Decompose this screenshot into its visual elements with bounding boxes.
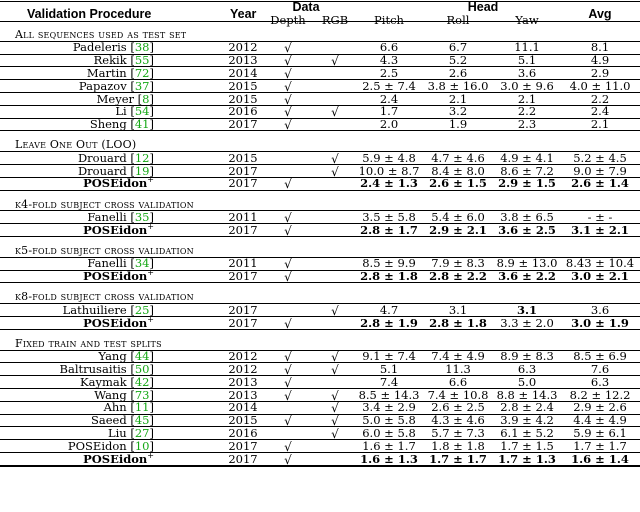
header-data-group: Data — [292, 0, 320, 14]
yaw-value: 6.3 — [517, 361, 537, 376]
pitch-value: 2.8 ± 1.7 — [360, 222, 418, 237]
section-title: k8-fold subject cross validation — [15, 290, 194, 304]
pitch-value: 9.1 ± 7.4 — [362, 349, 416, 364]
table-rule — [0, 190, 640, 191]
avg-value: - ± - — [587, 209, 613, 224]
rgb-check-icon: √ — [331, 164, 339, 179]
method-label: POSEidon — [83, 176, 148, 191]
year-cell: 2012 — [228, 40, 258, 55]
yaw-value: 3.3 ± 2.0 — [500, 315, 554, 330]
citation-link[interactable]: [42] — [126, 374, 154, 389]
method-label: Ahn — [103, 400, 127, 415]
year-cell: 2011 — [228, 256, 258, 271]
method-label: Yang — [98, 349, 127, 364]
year-cell: 2017 — [228, 269, 258, 284]
citation-link[interactable]: [35] — [126, 209, 154, 224]
depth-check-icon: √ — [284, 270, 292, 285]
rgb-check-icon: √ — [331, 362, 339, 377]
year-cell: 2012 — [228, 361, 258, 376]
depth-check-icon: √ — [284, 92, 292, 107]
citation-link[interactable]: [73] — [126, 387, 154, 402]
avg-value: 1.7 ± 1.7 — [573, 438, 627, 453]
method-label: Drouard — [77, 150, 127, 165]
method-label: Fanelli — [87, 209, 127, 224]
yaw-value: 2.1 — [517, 91, 537, 106]
yaw-value: 2.8 ± 2.4 — [500, 400, 554, 415]
yaw-value: 4.9 ± 4.1 — [500, 150, 554, 165]
yaw-value: 2.9 ± 1.5 — [498, 176, 556, 191]
method-label: Saeed — [90, 413, 127, 428]
year-cell: 2017 — [228, 163, 258, 178]
header-roll: Roll — [446, 13, 470, 27]
depth-check-icon: √ — [284, 316, 292, 331]
pitch-value: 3.5 ± 5.8 — [362, 209, 416, 224]
avg-value: 4.4 ± 4.9 — [573, 413, 627, 428]
roll-value: 1.8 ± 1.8 — [431, 438, 485, 453]
depth-check-icon: √ — [284, 66, 292, 81]
header-pitch: Pitch — [374, 13, 404, 27]
roll-value: 5.2 — [448, 53, 468, 68]
depth-check-icon: √ — [284, 210, 292, 225]
section-title: Fixed train and test splits — [15, 336, 162, 350]
roll-value: 11.3 — [445, 361, 471, 376]
avg-value: 8.2 ± 12.2 — [569, 387, 631, 402]
citation-link[interactable]: [72] — [126, 65, 154, 80]
header-head-group: Head — [467, 0, 499, 14]
roll-value: 3.1 — [448, 302, 468, 317]
depth-check-icon: √ — [284, 257, 292, 272]
year-cell: 2015 — [228, 78, 258, 93]
depth-check-icon: √ — [284, 41, 292, 56]
citation-link[interactable]: [8] — [134, 91, 154, 106]
table-rule — [0, 466, 640, 467]
avg-value: 3.0 ± 1.9 — [571, 315, 629, 330]
section-title: k4-fold subject cross validation — [15, 197, 194, 211]
depth-check-icon: √ — [284, 414, 292, 429]
roll-value: 6.6 — [448, 374, 468, 389]
pitch-value: 10.0 ± 8.7 — [358, 163, 420, 178]
depth-check-icon: √ — [284, 350, 292, 365]
rgb-check-icon: √ — [331, 426, 339, 441]
year-cell: 2017 — [228, 222, 258, 237]
citation-link[interactable]: [11] — [126, 400, 154, 415]
rgb-check-icon: √ — [331, 54, 339, 69]
roll-value: 2.6 ± 1.5 — [429, 176, 487, 191]
table-rule — [0, 21, 640, 22]
method-name — [83, 177, 154, 190]
header-yaw: Yaw — [515, 13, 539, 27]
superscript-plus: + — [147, 221, 154, 231]
yaw-value: 1.7 ± 1.3 — [498, 451, 556, 466]
roll-value: 6.7 — [448, 40, 468, 55]
yaw-value: 8.8 ± 14.3 — [496, 387, 558, 402]
pitch-value: 8.5 ± 14.3 — [358, 387, 420, 402]
rgb-check-icon: √ — [331, 105, 339, 120]
superscript-plus: + — [147, 450, 154, 460]
year-cell: 2015 — [228, 413, 258, 428]
method-name — [83, 270, 154, 283]
avg-value: 1.6 ± 1.4 — [571, 451, 629, 466]
citation-link[interactable]: [54] — [126, 104, 154, 119]
citation-link[interactable]: [41] — [126, 117, 154, 132]
avg-value: 5.2 ± 4.5 — [573, 150, 627, 165]
yaw-value: 3.6 — [517, 65, 537, 80]
year-cell: 2014 — [228, 400, 258, 415]
year-cell: 2012 — [228, 349, 258, 364]
pitch-value: 2.0 — [379, 117, 399, 132]
avg-value: 2.9 — [590, 65, 610, 80]
roll-value: 7.4 ± 10.8 — [427, 387, 489, 402]
citation-link[interactable]: [55] — [126, 53, 154, 68]
method-label: Sheng — [89, 117, 127, 132]
method-label: Lathuiliere — [62, 302, 127, 317]
roll-value: 2.9 ± 2.1 — [429, 222, 487, 237]
header-procedure: Validation Procedure — [27, 7, 152, 21]
rgb-check-icon: √ — [331, 303, 339, 318]
pitch-value: 2.4 — [379, 91, 399, 106]
roll-value: 3.8 ± 16.0 — [427, 78, 489, 93]
method-label: Li — [115, 104, 127, 119]
yaw-value: 1.7 ± 1.5 — [500, 438, 554, 453]
method-label: Padeleris — [72, 40, 127, 55]
yaw-value: 8.9 ± 13.0 — [496, 256, 558, 271]
avg-value: 2.9 ± 2.6 — [573, 400, 627, 415]
superscript-plus: + — [147, 268, 154, 278]
depth-check-icon: √ — [284, 439, 292, 454]
method-label: Meyer — [96, 91, 135, 106]
pitch-value: 6.0 ± 5.8 — [362, 425, 416, 440]
roll-value: 1.7 ± 1.7 — [429, 451, 487, 466]
avg-value: 6.3 — [590, 374, 610, 389]
avg-value: 2.2 — [590, 91, 610, 106]
year-cell: 2013 — [228, 374, 258, 389]
avg-value: 8.5 ± 6.9 — [573, 349, 627, 364]
header-year: Year — [230, 7, 257, 21]
rgb-check-icon: √ — [331, 388, 339, 403]
method-label: POSEidon — [83, 269, 148, 284]
avg-value: 8.43 ± 10.4 — [565, 256, 635, 271]
citation-link[interactable]: [37] — [126, 78, 154, 93]
method-label: POSEidon — [67, 438, 127, 453]
roll-value: 5.7 ± 7.3 — [431, 425, 485, 440]
yaw-value: 3.6 ± 2.5 — [498, 222, 556, 237]
citation-link[interactable]: [19] — [126, 163, 154, 178]
method-name — [83, 450, 154, 466]
yaw-value: 2.3 — [517, 117, 537, 132]
section-title: All sequences used as test set — [15, 28, 187, 41]
method-name — [83, 221, 154, 237]
method-label: POSEidon — [83, 222, 148, 237]
year-cell: 2017 — [228, 315, 258, 330]
citation-link[interactable]: [12] — [126, 150, 154, 165]
avg-value: 7.6 — [590, 361, 610, 376]
avg-value: 4.0 ± 11.0 — [569, 78, 631, 93]
depth-check-icon: √ — [284, 362, 292, 377]
avg-value: 3.1 ± 2.1 — [571, 222, 629, 237]
yaw-value: 3.1 — [516, 302, 538, 317]
method-label: Papazov — [78, 78, 127, 93]
pitch-value: 1.6 ± 1.3 — [360, 451, 418, 466]
avg-value: 4.9 — [590, 53, 610, 68]
roll-value: 3.2 — [448, 104, 468, 119]
citation-link[interactable]: [25] — [126, 302, 154, 317]
rgb-check-icon: √ — [331, 414, 339, 429]
roll-value: 4.3 ± 4.6 — [431, 413, 485, 428]
roll-value: 2.6 ± 2.5 — [431, 400, 485, 415]
yaw-value: 3.6 ± 2.2 — [498, 269, 556, 284]
method-label: POSEidon — [83, 451, 148, 466]
roll-value: 2.1 — [448, 91, 468, 106]
citation-link[interactable]: [44] — [126, 349, 154, 364]
year-cell: 2017 — [228, 438, 258, 453]
year-cell: 2014 — [228, 65, 258, 80]
avg-value: 2.4 — [590, 104, 610, 119]
yaw-value: 3.8 ± 6.5 — [500, 209, 554, 224]
header-avg: Avg — [588, 7, 612, 21]
pitch-value: 1.6 ± 1.7 — [362, 438, 416, 453]
pitch-value: 2.8 ± 1.9 — [360, 315, 418, 330]
table-rule — [0, 282, 640, 283]
roll-value: 4.7 ± 4.6 — [431, 150, 485, 165]
depth-check-icon: √ — [284, 223, 292, 238]
pitch-value: 7.4 — [379, 374, 399, 389]
yaw-value: 2.2 — [517, 104, 537, 119]
method-label: Rekik — [93, 53, 127, 68]
superscript-plus: + — [147, 314, 154, 324]
roll-value: 2.8 ± 2.2 — [429, 269, 487, 284]
depth-check-icon: √ — [284, 375, 292, 390]
avg-value: 5.9 ± 6.1 — [573, 425, 627, 440]
avg-value: 2.1 — [590, 117, 610, 132]
roll-value: 2.6 — [448, 65, 468, 80]
rgb-check-icon: √ — [331, 151, 339, 166]
year-cell: 2017 — [228, 176, 258, 191]
roll-value: 1.9 — [448, 117, 468, 132]
year-cell: 2017 — [228, 451, 258, 466]
yaw-value: 6.1 ± 5.2 — [500, 425, 554, 440]
yaw-value: 8.6 ± 7.2 — [500, 163, 554, 178]
header-rgb: RGB — [321, 13, 349, 27]
avg-value: 3.6 — [590, 302, 610, 317]
depth-check-icon: √ — [284, 105, 292, 120]
method-label: Drouard — [77, 163, 127, 178]
method-label: POSEidon — [83, 315, 148, 330]
depth-check-icon: √ — [284, 79, 292, 94]
pitch-value: 5.0 ± 5.8 — [362, 413, 416, 428]
pitch-value: 2.8 ± 1.8 — [360, 269, 418, 284]
section-title: Leave One Out (LOO) — [15, 138, 137, 152]
pitch-value: 2.4 ± 1.3 — [360, 176, 418, 191]
method-name — [90, 118, 154, 131]
section-title: k5-fold subject cross validation — [15, 244, 194, 257]
year-cell: 2015 — [228, 150, 258, 165]
table-rule — [0, 105, 640, 106]
pitch-value: 1.7 — [379, 104, 399, 119]
table-rule — [0, 329, 640, 330]
year-cell: 2013 — [228, 387, 258, 402]
pitch-value: 5.9 ± 4.8 — [362, 150, 416, 165]
avg-value: 8.1 — [590, 40, 610, 55]
avg-value: 9.0 ± 7.9 — [573, 163, 627, 178]
method-label: Martin — [86, 65, 127, 80]
superscript-plus: + — [147, 175, 154, 185]
method-label: Baltrusaitis — [59, 361, 127, 376]
depth-check-icon: √ — [284, 388, 292, 403]
yaw-value: 3.0 ± 9.6 — [500, 78, 554, 93]
citation-link[interactable]: [45] — [126, 413, 154, 428]
method-label: Liu — [107, 425, 127, 440]
citation-link[interactable]: [34] — [126, 256, 154, 271]
roll-value: 5.4 ± 6.0 — [431, 209, 485, 224]
roll-value: 8.4 ± 8.0 — [431, 163, 485, 178]
year-cell: 2013 — [228, 53, 258, 68]
roll-value: 2.8 ± 1.8 — [429, 315, 487, 330]
citation-link[interactable]: [10] — [126, 438, 154, 453]
yaw-value: 5.1 — [517, 53, 537, 68]
roll-value: 7.4 ± 4.9 — [431, 349, 485, 364]
rgb-check-icon: √ — [331, 350, 339, 365]
header-depth: Depth — [270, 13, 306, 27]
yaw-value: 11.1 — [514, 40, 540, 55]
avg-value: 3.0 ± 2.1 — [571, 269, 629, 284]
pitch-value: 2.5 ± 7.4 — [362, 78, 416, 93]
year-cell: 2015 — [228, 91, 258, 106]
citation-link[interactable]: [50] — [126, 361, 154, 376]
yaw-value: 5.0 — [517, 374, 537, 389]
yaw-value: 3.9 ± 4.2 — [500, 413, 554, 428]
citation-link[interactable]: [38] — [126, 40, 154, 55]
table-rule — [0, 236, 640, 237]
top-rule — [0, 1, 640, 2]
depth-check-icon: √ — [284, 452, 292, 467]
pitch-value: 4.7 — [379, 302, 399, 317]
rgb-check-icon: √ — [331, 401, 339, 416]
year-cell: 2017 — [228, 302, 258, 317]
depth-check-icon: √ — [284, 118, 292, 133]
year-cell: 2016 — [228, 104, 258, 119]
pitch-value: 4.3 — [379, 53, 399, 68]
pitch-value: 3.4 ± 2.9 — [362, 400, 416, 415]
citation-link[interactable]: [27] — [126, 425, 154, 440]
method-label: Fanelli — [87, 256, 127, 271]
year-cell: 2011 — [228, 209, 258, 224]
method-label: Wang — [94, 387, 127, 402]
avg-value: 2.6 ± 1.4 — [571, 176, 629, 191]
pitch-value: 8.5 ± 9.9 — [362, 256, 416, 271]
yaw-value: 8.9 ± 8.3 — [500, 349, 554, 364]
depth-check-icon: √ — [284, 54, 292, 69]
year-cell: 2017 — [228, 117, 258, 132]
pitch-value: 2.5 — [379, 65, 399, 80]
table-rule — [0, 130, 640, 131]
pitch-value: 6.6 — [379, 40, 399, 55]
pitch-value: 5.1 — [379, 361, 399, 376]
year-cell: 2016 — [228, 425, 258, 440]
roll-value: 7.9 ± 8.3 — [431, 256, 485, 271]
depth-check-icon: √ — [284, 177, 292, 192]
method-label: Kaymak — [80, 374, 127, 389]
method-name — [83, 314, 154, 330]
